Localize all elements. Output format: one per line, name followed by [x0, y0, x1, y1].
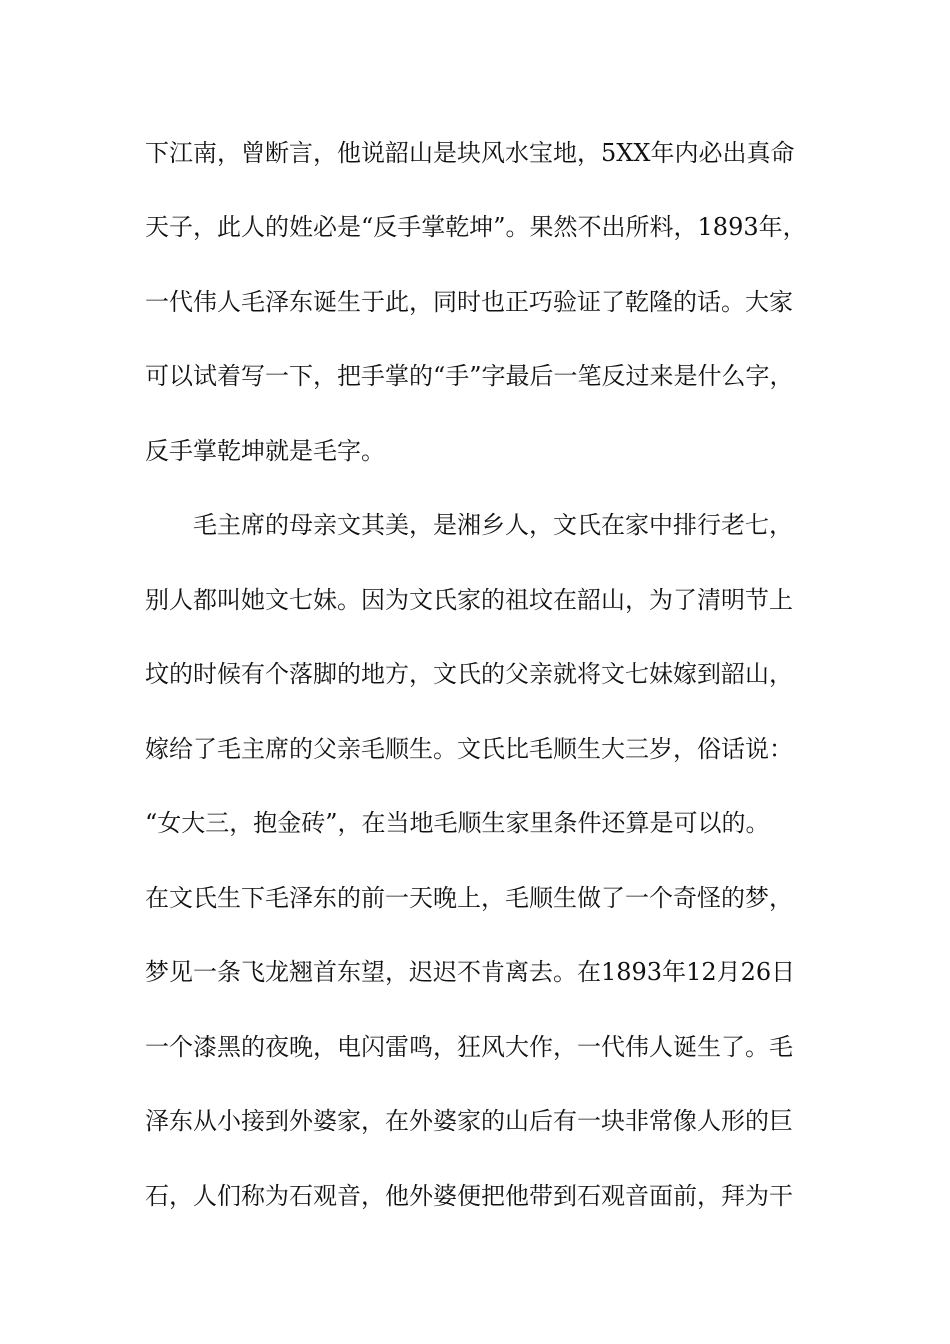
paragraph-start-line: 毛主席的母亲文其美，是湘乡人，文氏在家中排行老七，	[145, 511, 793, 539]
text-line-8: 坟的时候有个落脚的地方，文氏的父亲就将文七妹嫁到韶山，	[145, 660, 793, 688]
text-line-15: 石，人们称为石观音，他外婆便把他带到石观音面前，拜为干	[145, 1182, 793, 1210]
text-line-2: 天子，此人的姓必是“反手掌乾坤”。果然不出所料，1893年，	[145, 213, 807, 241]
text-line-1: 下江南，曾断言，他说韶山是块风水宝地，5XX年内必出真命	[145, 139, 795, 167]
text-line-10: “女大三，抱金砖”，在当地毛顺生家里条件还算是可以的。	[145, 809, 770, 837]
text-line-12: 梦见一条飞龙翘首东望，迟迟不肯离去。在1893年12月26日	[145, 958, 796, 986]
text-line-13: 一个漆黑的夜晚，电闪雷鸣，狂风大作，一代伟人诞生了。毛	[145, 1033, 793, 1061]
text-line-4: 可以试着写一下，把手掌的“手”字最后一笔反过来是什么字，	[145, 362, 794, 390]
text-line-11: 在文氏生下毛泽东的前一天晚上，毛顺生做了一个奇怪的梦，	[145, 884, 793, 912]
text-line-7: 别人都叫她文七妹。因为文氏家的祖坟在韶山，为了清明节上	[145, 586, 793, 614]
text-line-3: 一代伟人毛泽东诞生于此，同时也正巧验证了乾隆的话。大家	[145, 288, 793, 316]
text-line-5: 反手掌乾坤就是毛字。	[145, 437, 385, 465]
text-line-14: 泽东从小接到外婆家，在外婆家的山后有一块非常像人形的巨	[145, 1107, 793, 1135]
text-line-9: 嫁给了毛主席的父亲毛顺生。文氏比毛顺生大三岁，俗话说：	[145, 735, 793, 763]
